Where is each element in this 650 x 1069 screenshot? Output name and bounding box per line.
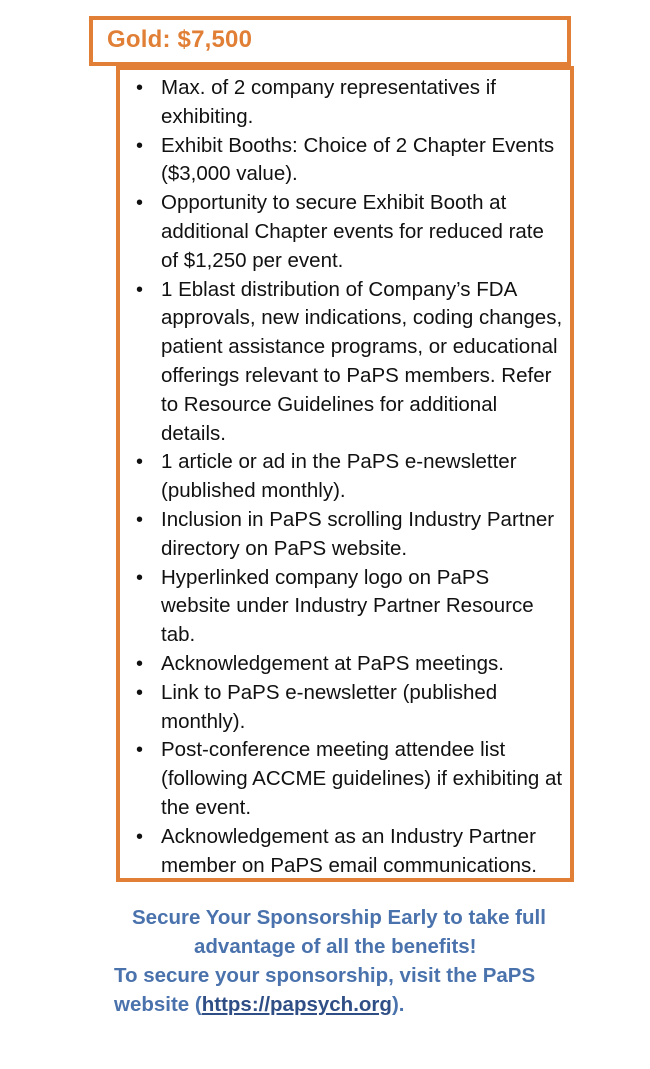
cta-line-1: Secure Your Sponsorship Early to take full: [132, 906, 546, 929]
benefit-text: Max. of 2 company representatives if exhibiting.: [161, 76, 496, 128]
list-item: [120, 276, 570, 449]
bullet-icon: •: [136, 566, 144, 589]
benefit-text: 1 article or ad in the PaPS e-newsletter (published monthly).: [161, 450, 517, 503]
bullet-icon: •: [136, 134, 144, 157]
benefit-text: Link to PaPS e-newsletter (published monthly).: [161, 680, 498, 733]
sponsorship-footer: [0, 903, 650, 1019]
list-item: [120, 679, 570, 737]
benefit-text: Hyperlinked company logo on PaPS website under Industry Partner Resource tab.: [161, 565, 534, 647]
bullet-icon: •: [136, 192, 144, 215]
benefit-text: Opportunity to secure Exhibit Booth at additional Chapter events for reduced rate of $1,250 per event.: [161, 191, 544, 272]
benefits-list: [120, 74, 570, 880]
list-item: [120, 823, 570, 881]
bullet-icon: •: [136, 508, 144, 531]
list-item: [120, 506, 570, 564]
benefit-text: Exhibit Booths: Choice of 2 Chapter Events ($3,000 value).: [161, 133, 555, 186]
list-item: [120, 189, 570, 275]
benefit-text: Acknowledgement as an Industry Partner member on PaPS email communications.: [161, 824, 537, 877]
benefit-text: Inclusion in PaPS scrolling Industry Partner directory on PaPS website.: [161, 507, 555, 560]
benefit-text: 1 Eblast distribution of Company’s FDA approvals, new indications, coding changes, patient assistance programs, or educational offerings relevant to PaPS members. Refer to Resource Guidelines for additional details.: [161, 277, 563, 445]
bullet-icon: •: [136, 739, 144, 762]
list-item: [120, 448, 570, 506]
benefits-box: [116, 66, 574, 882]
list-item: [120, 736, 570, 822]
website-link[interactable]: https://papsych.org: [201, 993, 392, 1016]
tier-header-box: [89, 16, 571, 66]
bullet-icon: •: [136, 652, 144, 675]
bullet-icon: •: [136, 278, 144, 301]
tier-title: Gold: $7,500: [107, 26, 253, 53]
visit-line-1: To secure your sponsorship, visit the PaPS: [114, 964, 536, 987]
bullet-icon: •: [136, 77, 144, 99]
benefit-text: Post-conference meeting attendee list (following ACCME guidelines) if exhibiting at the event.: [161, 738, 563, 819]
bullet-icon: •: [136, 451, 144, 474]
benefit-text: Acknowledgement at PaPS meetings.: [161, 651, 504, 675]
cta-line-2: advantage of all the benefits!: [194, 935, 477, 958]
list-item: [120, 564, 570, 650]
list-item: [120, 132, 570, 190]
bullet-icon: •: [136, 681, 144, 704]
list-item: [120, 650, 570, 679]
visit-suffix: ).: [391, 993, 405, 1016]
bullet-icon: •: [136, 825, 144, 848]
visit-prefix: website (: [114, 993, 202, 1016]
list-item: [120, 74, 570, 132]
visit-line-2: [0, 990, 650, 1019]
